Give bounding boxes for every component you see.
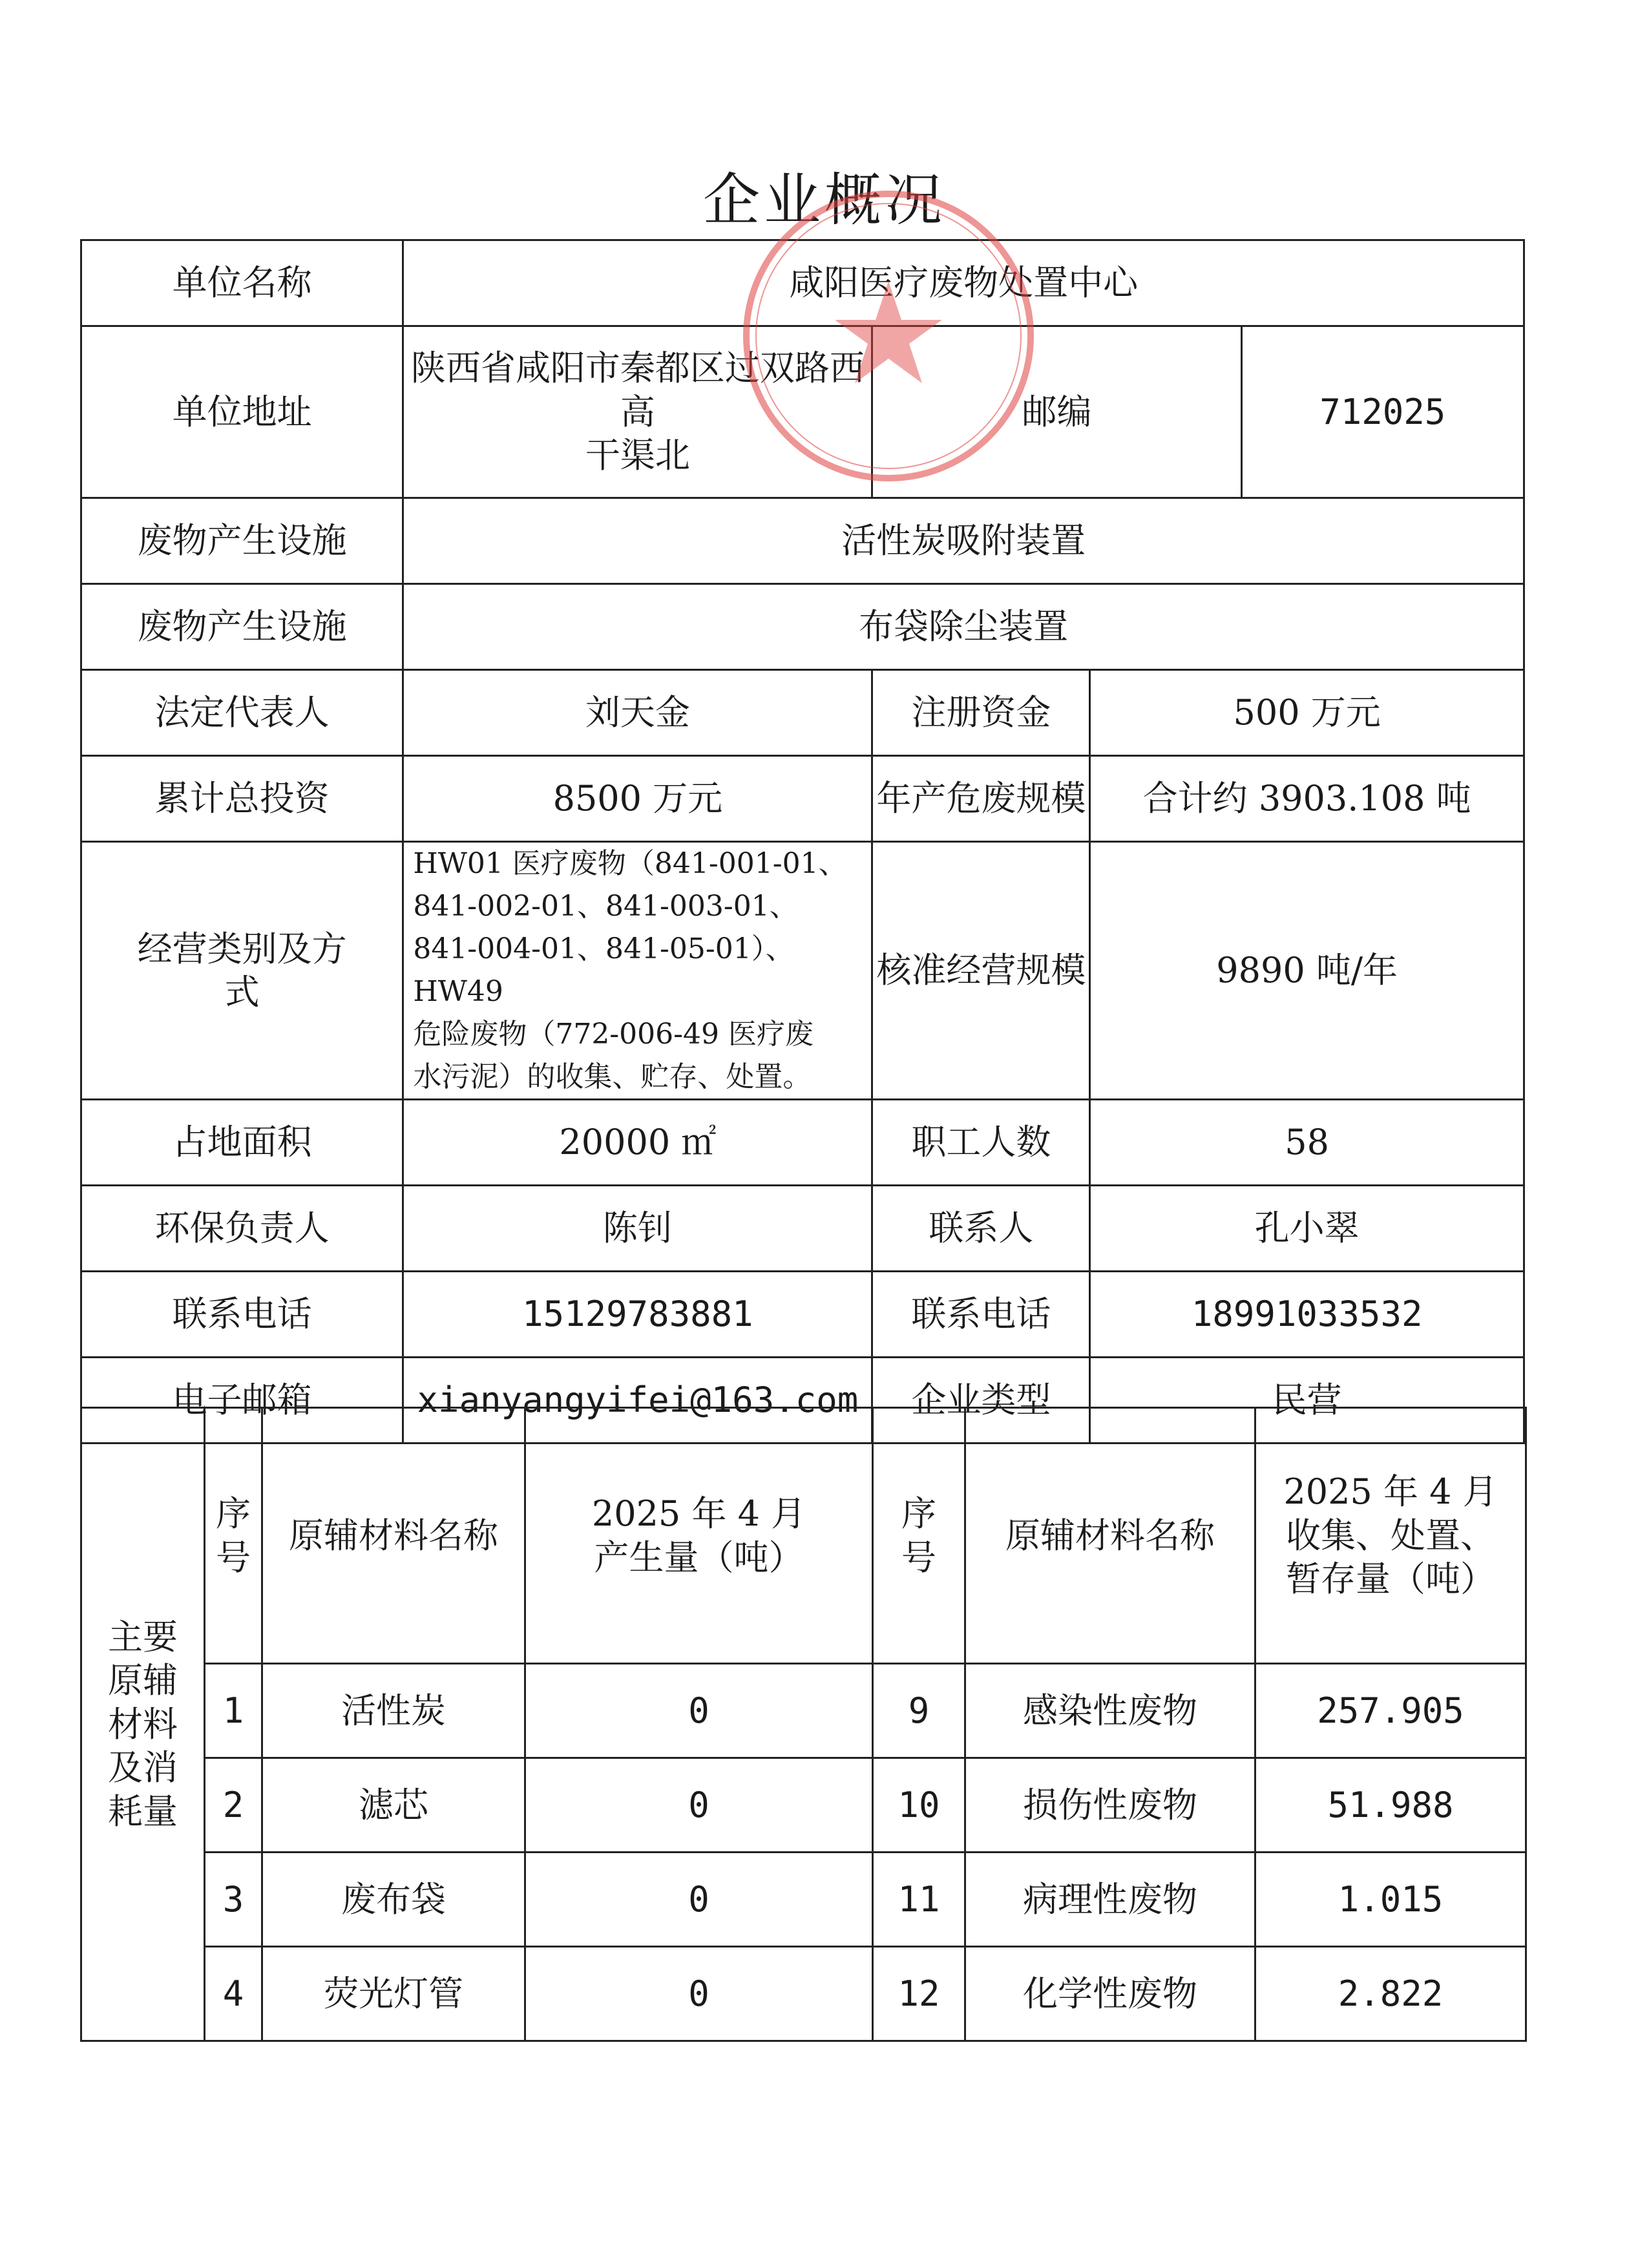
row-address	[81, 326, 1524, 498]
business-label-line-2: 式	[224, 972, 260, 1013]
value-approved-scale: 9890 吨/年	[1090, 842, 1524, 1100]
material-left-name: 活性炭	[262, 1664, 525, 1758]
business-line-2: 841-002-01、841-003-01、	[413, 890, 798, 923]
material-left-no: 3	[205, 1853, 262, 1947]
materials-section-label-cell	[81, 1408, 205, 2041]
label-postcode: 邮编	[872, 326, 1241, 498]
value-postcode: 712025	[1241, 326, 1524, 498]
qty-header-left	[525, 1408, 873, 1664]
material-right-no: 10	[873, 1758, 965, 1853]
label-unit-name: 单位名称	[81, 240, 403, 326]
seq-header-left	[205, 1408, 262, 1664]
name-header-left: 原辅材料名称	[262, 1408, 525, 1664]
materials-label-3: 材料	[108, 1703, 178, 1745]
qty-header-right-2: 收集、处置、	[1286, 1515, 1495, 1556]
label-facility-2: 废物产生设施	[81, 584, 403, 670]
material-left-no: 1	[205, 1664, 262, 1758]
label-company-type: 企业类型	[872, 1358, 1090, 1444]
seq-header-left-1: 序	[216, 1493, 251, 1534]
material-right-no: 12	[873, 1947, 965, 2041]
material-row	[81, 1664, 1526, 1758]
row-area	[81, 1100, 1524, 1186]
material-right-qty: 257.905	[1255, 1664, 1526, 1758]
row-business	[81, 842, 1524, 1100]
value-area: 20000 ㎡	[403, 1100, 872, 1186]
material-left-qty: 0	[525, 1758, 873, 1853]
label-phone-1: 联系电话	[81, 1272, 403, 1358]
label-env-manager: 环保负责人	[81, 1186, 403, 1272]
row-investment	[81, 756, 1524, 842]
business-line-1: HW01 医疗废物（841-001-01、	[413, 847, 847, 880]
value-legal-rep: 刘天金	[403, 670, 872, 756]
material-left-name: 荧光灯管	[262, 1947, 525, 2041]
material-right-name: 病理性废物	[965, 1853, 1255, 1947]
material-right-qty: 2.822	[1255, 1947, 1526, 2041]
seq-header-left-2: 号	[216, 1537, 251, 1578]
material-row	[81, 1947, 1526, 2041]
value-facility-2: 布袋除尘装置	[403, 584, 1524, 670]
value-staff: 58	[1090, 1100, 1524, 1186]
value-address	[403, 326, 872, 498]
materials-table	[80, 1407, 1527, 2042]
material-row	[81, 1758, 1526, 1853]
row-env-manager	[81, 1186, 1524, 1272]
materials-label-2: 原辅	[108, 1660, 178, 1701]
materials-header	[81, 1408, 1526, 1664]
qty-header-right-1: 2025 年 4 月	[1283, 1471, 1498, 1513]
qty-header-left-1: 2025 年 4 月	[591, 1493, 806, 1534]
label-email: 电子邮箱	[81, 1358, 403, 1444]
seq-header-right-2: 号	[901, 1537, 936, 1578]
label-phone-2: 联系电话	[872, 1272, 1090, 1358]
row-legal-rep	[81, 670, 1524, 756]
value-investment: 8500 万元	[403, 756, 872, 842]
value-reg-capital: 500 万元	[1090, 670, 1524, 756]
row-facility-2	[81, 584, 1524, 670]
business-line-4: 危险废物（772-006-49 医疗废	[413, 1018, 814, 1051]
value-env-manager: 陈钊	[403, 1186, 872, 1272]
materials-label-5: 耗量	[108, 1790, 178, 1832]
value-phone-1: 15129783881	[403, 1272, 872, 1358]
material-right-no: 9	[873, 1664, 965, 1758]
label-approved-scale: 核准经营规模	[872, 842, 1090, 1100]
label-area: 占地面积	[81, 1100, 403, 1186]
value-unit-name: 咸阳医疗废物处置中心	[403, 240, 1524, 326]
material-right-name: 化学性废物	[965, 1947, 1255, 2041]
row-phone	[81, 1272, 1524, 1358]
page-title: 企业概况	[702, 167, 946, 233]
seq-header-right-1: 序	[901, 1493, 936, 1534]
value-company-type: 民营	[1090, 1358, 1524, 1444]
row-facility-1	[81, 498, 1524, 584]
name-header-right: 原辅材料名称	[965, 1408, 1255, 1664]
address-line-2: 干渠北	[585, 435, 690, 476]
label-address: 单位地址	[81, 326, 403, 498]
materials-label-4: 及消	[108, 1747, 178, 1789]
material-left-no: 2	[205, 1758, 262, 1853]
material-left-qty: 0	[525, 1664, 873, 1758]
row-unit-name	[81, 240, 1524, 326]
value-contact: 孔小翠	[1090, 1186, 1524, 1272]
label-legal-rep: 法定代表人	[81, 670, 403, 756]
label-business	[81, 842, 403, 1100]
value-business	[403, 842, 872, 1100]
label-reg-capital: 注册资金	[872, 670, 1090, 756]
materials-label-1: 主要	[108, 1616, 178, 1657]
value-annual-scale: 合计约 3903.108 吨	[1090, 756, 1524, 842]
material-left-name: 滤芯	[262, 1758, 525, 1853]
label-investment: 累计总投资	[81, 756, 403, 842]
seq-header-right	[873, 1408, 965, 1664]
material-left-qty: 0	[525, 1853, 873, 1947]
material-right-no: 11	[873, 1853, 965, 1947]
material-right-name: 感染性废物	[965, 1664, 1255, 1758]
material-row	[81, 1853, 1526, 1947]
business-line-5: 水污泥）的收集、贮存、处置。	[413, 1060, 812, 1093]
company-overview-table	[80, 239, 1525, 1444]
qty-header-right	[1255, 1408, 1526, 1664]
material-right-qty: 51.988	[1255, 1758, 1526, 1853]
label-facility-1: 废物产生设施	[81, 498, 403, 584]
material-left-name: 废布袋	[262, 1853, 525, 1947]
label-annual-scale: 年产危废规模	[872, 756, 1090, 842]
material-right-qty: 1.015	[1255, 1853, 1526, 1947]
material-left-no: 4	[205, 1947, 262, 2041]
value-email: xianyangyifei@163.com	[403, 1358, 872, 1444]
business-line-3: 841-004-01、841-05-01）、HW49	[413, 932, 794, 1008]
address-line-1: 陕西省咸阳市秦都区过双路西高	[410, 348, 865, 432]
label-staff: 职工人数	[872, 1100, 1090, 1186]
business-label-line-1: 经营类别及方	[137, 928, 347, 969]
qty-header-left-2: 产生量（吨）	[594, 1537, 804, 1578]
label-contact: 联系人	[872, 1186, 1090, 1272]
material-right-name: 损伤性废物	[965, 1758, 1255, 1853]
material-left-qty: 0	[525, 1947, 873, 2041]
value-phone-2: 18991033532	[1090, 1272, 1524, 1358]
value-facility-1: 活性炭吸附装置	[403, 498, 1524, 584]
qty-header-right-3: 暂存量（吨）	[1286, 1559, 1495, 1600]
